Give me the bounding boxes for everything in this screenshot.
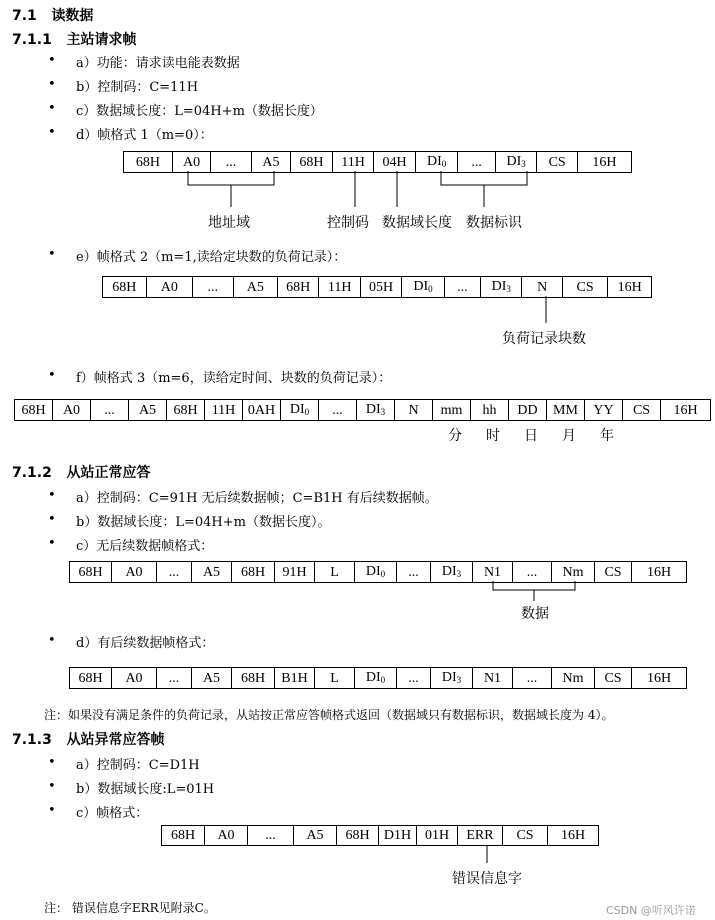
label-error-info: 错误信息字 (452, 871, 522, 887)
label-hour: 时 (486, 428, 500, 444)
frame-cell: CS (595, 668, 632, 689)
frame-cell: 05H (360, 277, 401, 298)
frame-cell: 68H (124, 152, 173, 173)
frame-cell: ... (513, 668, 552, 689)
frame-cell: L (315, 668, 355, 689)
list-item: a）功能：请求读电能表数据 (76, 56, 240, 71)
frame-cell: A0 (112, 562, 157, 583)
frame-cell: $DI_3$ (431, 562, 473, 583)
list-item: e）帧格式 2（m=1,读给定块数的负荷记录）： (76, 250, 347, 265)
frame-cell: $DI_0$ (402, 277, 444, 298)
frame-cell: ... (397, 668, 431, 689)
frame-cell: ... (248, 826, 294, 846)
frame-cell: CS (623, 400, 661, 421)
watermark: CSDN @听风许诺 (606, 904, 696, 917)
frame-cell: N (522, 277, 562, 298)
frame-cell: 68H (278, 277, 319, 298)
bullet-icon: • (48, 755, 56, 770)
frame-cell: 68H (15, 400, 53, 421)
frame-cell: D1H (379, 826, 417, 846)
frame-cell: 11H (205, 400, 243, 421)
frame-cell: $DI_0$ (355, 668, 397, 689)
frame-cell: 04H (374, 152, 416, 173)
frame-cell: A0 (112, 668, 157, 689)
bullet-icon: • (48, 512, 56, 527)
di-bracket (441, 171, 527, 185)
bullet-icon: • (48, 803, 56, 818)
frame-cell: $DI_0$ (415, 152, 458, 173)
label-minute: 分 (448, 428, 462, 444)
frame-cell: $DI_3$ (357, 400, 395, 421)
frame-cell: ... (458, 152, 495, 173)
frame-cell: ... (157, 668, 192, 689)
frame-cell: A0 (146, 277, 193, 298)
frame-cell: 0AH (243, 400, 281, 421)
frame-cell: A5 (192, 668, 232, 689)
label-data: 数据 (521, 606, 549, 622)
list-item: c）数据域长度：L=04H+m（数据长度） (76, 104, 323, 119)
frame-cell: 16H (548, 826, 599, 846)
frame-cell: ERR (458, 826, 503, 846)
frame-cell: A0 (205, 826, 248, 846)
frame-cell: 16H (632, 668, 687, 689)
frame-cell: ... (157, 562, 192, 583)
label-data-identifier: 数据标识 (466, 215, 522, 231)
address-bracket (188, 171, 274, 185)
frame-cell: 68H (70, 562, 112, 583)
frame-cell: CS (537, 152, 578, 173)
data-bracket (493, 581, 575, 590)
bullet-icon: • (48, 536, 56, 551)
bullet-icon: • (48, 101, 56, 116)
frame-cell: YY (585, 400, 623, 421)
frame-cell: ... (397, 562, 431, 583)
frame-cell: 01H (417, 826, 458, 846)
list-item: a）控制码：C=91H 无后续数据帧；C=B1H 有后续数据帧。 (76, 491, 438, 506)
frame-cell: L (315, 562, 355, 583)
frame-cell: B1H (275, 668, 315, 689)
list-item: b）数据域长度：L=04H+m（数据长度）。 (76, 515, 331, 530)
note-error-appendix: 注： 错误信息字ERR见附录C。 (44, 901, 216, 915)
label-control-code: 控制码 (327, 215, 369, 231)
list-item: b）数据域长度:L=01H (76, 782, 215, 797)
list-item: d）有后续数据帧格式： (76, 636, 215, 651)
bullet-icon: • (48, 779, 56, 794)
list-item: c）无后续数据帧格式： (76, 539, 214, 554)
list-item: f）帧格式 3（m=6，读给定时间、块数的负荷记录）： (76, 371, 392, 386)
frame-cell: 11H (332, 152, 374, 173)
frame-cell: A0 (53, 400, 91, 421)
frame-cell: 68H (103, 277, 147, 298)
frame-cell: CS (503, 826, 548, 846)
section-7-1-1-heading: 7.1.1 主站请求帧 (12, 32, 137, 48)
frame-cell: 11H (319, 277, 360, 298)
frame-cell: 68H (337, 826, 379, 846)
frame-cell: ... (319, 400, 357, 421)
frame-cell: Nm (552, 668, 595, 689)
frame-cell: 16H (661, 400, 711, 421)
frame-cell: N (395, 400, 433, 421)
frame-cell: A5 (294, 826, 337, 846)
frame-cell: 16H (577, 152, 631, 173)
frame-cell: A5 (129, 400, 167, 421)
bullet-icon: • (48, 77, 56, 92)
label-data-length: 数据域长度 (382, 215, 452, 231)
frame-cell: 68H (291, 152, 333, 173)
frame-cell: A5 (233, 277, 278, 298)
frame-cell: hh (471, 400, 509, 421)
bullet-icon: • (48, 488, 56, 503)
frame-cell: DD (509, 400, 547, 421)
frame-cell: 68H (167, 400, 205, 421)
frame-cell: 68H (70, 668, 112, 689)
frame-cell: $DI_3$ (481, 277, 522, 298)
list-item: a）控制码：C=D1H (76, 758, 200, 773)
note-no-record: 注：如果没有满足条件的负荷记录，从站按正常应答帧格式返回（数据域只有数据标识，数据域长度为 4）。 (44, 708, 614, 722)
label-month: 月 (562, 428, 576, 444)
frame-cell: ... (444, 277, 480, 298)
list-item: d）帧格式 1（m=0）： (76, 128, 213, 143)
frame-cell: $DI_0$ (281, 400, 319, 421)
frame-cell: 68H (232, 562, 275, 583)
frame-cell: Nm (552, 562, 595, 583)
label-block-count: 负荷记录块数 (502, 331, 586, 347)
frame-cell: ... (91, 400, 129, 421)
frame-cell: ... (513, 562, 552, 583)
frame-cell: 16H (632, 562, 687, 583)
section-7-1-2-heading: 7.1.2 从站正常应答 (12, 465, 151, 481)
frame-cell: CS (595, 562, 632, 583)
list-item: b）控制码：C=11H (76, 80, 199, 95)
label-year: 年 (600, 428, 614, 444)
frame-cell: mm (433, 400, 471, 421)
frame-cell: A0 (172, 152, 210, 173)
frame-cell: ... (193, 277, 233, 298)
frame-cell: $DI_3$ (495, 152, 537, 173)
bullet-icon: • (48, 633, 56, 648)
frame-cell: 68H (162, 826, 205, 846)
frame-cell: $DI_3$ (431, 668, 473, 689)
bullet-icon: • (48, 53, 56, 68)
bullet-icon: • (48, 125, 56, 140)
frame-cell: 16H (608, 277, 652, 298)
label-day: 日 (524, 428, 538, 444)
bullet-icon: • (48, 368, 56, 383)
frame-cell: MM (547, 400, 585, 421)
bullet-icon: • (48, 247, 56, 262)
frame-cell: A5 (251, 152, 290, 173)
frame-cell: CS (562, 277, 608, 298)
frame-cell: 91H (275, 562, 315, 583)
frame-cell: N1 (473, 668, 513, 689)
label-address-field: 地址域 (208, 215, 250, 231)
frame-cell: A5 (192, 562, 232, 583)
section-7-1-3-heading: 7.1.3 从站异常应答帧 (12, 732, 165, 748)
frame-cell: N1 (473, 562, 513, 583)
list-item: c）帧格式： (76, 806, 149, 821)
section-7-1-heading: 7.1 读数据 (12, 8, 94, 24)
frame-cell: ... (211, 152, 252, 173)
frame-cell: $DI_0$ (355, 562, 397, 583)
frame-cell: 68H (232, 668, 275, 689)
